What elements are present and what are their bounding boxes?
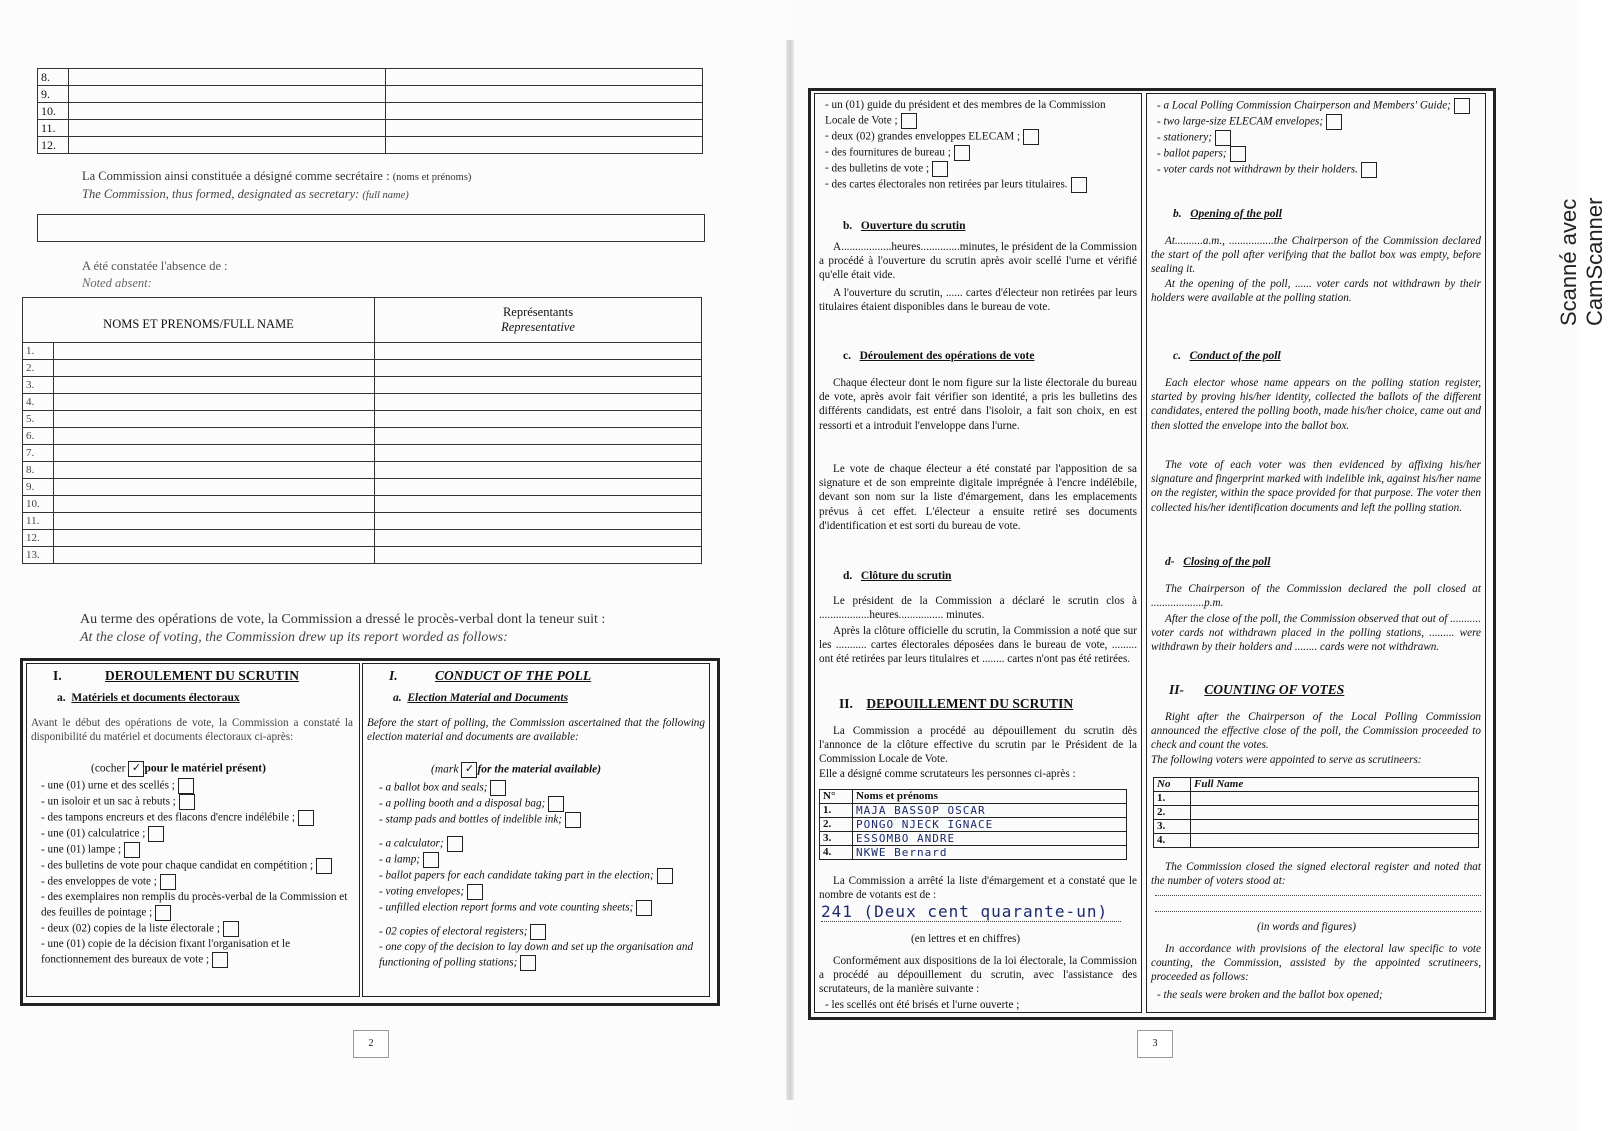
list-item: - un isoloir et un sac à rebuts ; bbox=[41, 794, 357, 810]
list-item: - stamp pads and bottles of indelible ink; bbox=[379, 812, 705, 828]
checkbox[interactable] bbox=[179, 794, 195, 810]
check-instruction: (cocher ✓ pour le matériel présent) bbox=[91, 761, 266, 777]
subsection-title: Closing of the poll bbox=[1183, 556, 1271, 568]
table-row: 9. bbox=[23, 479, 702, 496]
en-column-right: - a Local Polling Commission Chairperson and Members' Guide; - two large-size ELECAM envelopes; - stationery; - ballot papers; - voter cards not withdrawn by their holders. b. Opening of the poll At..........a.m., ................the Chairperson of the Commission declared the start of the poll after verifying that the ballot box was empty, before sealing it. At the opening of the poll, ...... voter cards not withdrawn by their holders were available at the polling station. c. Conduct of the poll Each elector whose name appears on the polling station register, started by proving his/her identity, collected the ballots of the different candidates, entered the polling booth, made his/her choice, came out and then slotted the envelope into the ballot box. The vote of each voter was then evidenced by affixing his/her signature and fingerprint marked with indelible ink, against his/her name on the register, within the space provided for that purpose. The voter then collected his/her identification documents and left the polling station. d- Closing of the poll The Chairperson of the Commission declared the poll closed at ...................p.m. After the close of the poll, the Commission observed that out of ........... voter cards not withdrawn placed in the polling stations, ......... were withdrawn by their holders and ........ cards were not withdrawn. II- COUNTING OF VOTES Right after the Chairperson of the Local Polling Commission announced the effective close of the poll, the Commission proceeded to check and count the votes. The following voters were appointed to serve as scrutineers: No Full Name 1. 2. 3. 4. The Commission closed the signed electoral register and noted that the number of voters stood at: (in words and figures) In accordance with provisions of the electoral law specific to vote counting, the Commission, assisted by the appointed scrutineers, proceeded as follows: - the seals were broken and the ballot box opened; bbox=[1146, 93, 1486, 1013]
material-list-cont bbox=[1157, 98, 1481, 178]
checkbox[interactable] bbox=[155, 905, 171, 921]
checkbox[interactable] bbox=[212, 952, 228, 968]
list-item: - stationery; bbox=[1157, 130, 1481, 146]
row-number: 11. bbox=[38, 120, 69, 137]
list-item: - un (01) guide du président et des membres de la Commission Locale de Vote ; bbox=[825, 98, 1137, 129]
secretary-label-fr: La Commission ainsi constituée a désigné comme secrétaire : (noms et prénoms) bbox=[82, 169, 472, 183]
secretary-field[interactable] bbox=[37, 214, 705, 242]
row-number: 9. bbox=[38, 86, 69, 103]
checkbox[interactable] bbox=[565, 812, 581, 828]
table-row: 1. MAJA BASSOP OSCAR bbox=[820, 804, 1127, 818]
subsection-title: Election Material and Documents bbox=[407, 692, 569, 704]
checkbox[interactable] bbox=[636, 900, 652, 916]
table-header: N° Noms et prénoms bbox=[820, 790, 1127, 804]
watermark: Scanné avec CamScanner bbox=[1556, 197, 1607, 326]
list-item: - des fournitures de bureau ; bbox=[825, 145, 1137, 161]
handwritten-name[interactable]: MAJA BASSOP OSCAR bbox=[853, 804, 1127, 818]
handwritten-name[interactable]: ESSOMBO ANDRE bbox=[853, 832, 1127, 846]
fr-column-right: - un (01) guide du président et des membres de la Commission Locale de Vote ; - deux (02) grandes enveloppes ELECAM ; - des fournitures de bureau ; - des bulletins de vote ; - des cartes électorales non retirées par leurs titulaires. b. Ouverture du scrutin A..................heures..............minutes, le président de la Commission a procédé à l'ouverture du scrutin après avoir scellé l'urne et vérifié qu'elle était vide. A l'ouverture du scrutin, ...... cartes d'électeur non retirées par leurs titulaires étaient disponibles dans le bureau de vote. c. Déroulement des opérations de vote Chaque électeur dont le nom figure sur la liste électorale du bureau de vote, après avoir fait vérifier son identité, a pris les bulletins des différents candidats, est entré dans l'isoloir, a fait son choix, en est ressorti et a introduit l'enveloppe dans l'urne. Le vote de chaque électeur a été constaté par l'apposition de sa signature et de son empreinte digitale imprégnée à l'encre indélébile, devant son nom sur la liste d'émargement, dans les emplacements prévus à cet effet. L'électeur a ensuite retiré ses documents d'identification et est sorti du bureau de vote. d. Clôture du scrutin Le président de la Commission a déclaré le scrutin clos à ..................heures................ minutes. Après la clôture officielle du scrutin, la Commission a noté que sur les ........... cartes électorales déposées dans le bureau de vote, ......... ont été retirées par leurs titulaires et ........ cartes n'ont pas été retirées. II. DEPOUILLEMENT DU SCRUTIN La Commission a procédé au dépouillement du scrutin dès l'annonce de la clôture effective du scrutin par le Président de la Commission Locale de Vote. Elle a désigné comme scrutateurs les personnes ci-après : N° Noms et prénoms 1. MAJA BASSOP OSCAR 2. PONGO NJECK IGNACE 3. ESSOMBO ANDRE 4. NKWE Bernard La Commission a arrêté la liste d'émargement et a constaté que le nombre de votants est de : 241 (Deux cent quarante-un) (en lettres et en chiffres) Conformément aux dispositions de la loi électorale, la Commission a procédé au dépouillement du scrutin, avec l'assistance des scrutateurs, de la manière suivante : - les scellés ont été brisés et l'urne ouverte ; bbox=[814, 93, 1142, 1013]
table-row: 4. bbox=[1154, 834, 1479, 848]
subsection-title: Déroulement des opérations de vote bbox=[859, 350, 1035, 362]
name-field[interactable] bbox=[1191, 834, 1479, 848]
col-full-name: NOMS ET PRENOMS/FULL NAME bbox=[23, 298, 375, 343]
absence-label-en: Noted absent: bbox=[82, 276, 152, 290]
page-gutter bbox=[786, 40, 794, 1100]
table-row: 1. bbox=[1154, 792, 1479, 806]
scrutineers-table-fr bbox=[819, 789, 1127, 860]
table-row: 7. bbox=[23, 445, 702, 462]
row-number: 12. bbox=[38, 137, 69, 154]
checkbox[interactable] bbox=[1454, 98, 1470, 114]
row-number: 8. bbox=[38, 69, 69, 86]
list-item: - une (01) urne et des scellés ; bbox=[41, 778, 357, 794]
row-number: 10. bbox=[38, 103, 69, 120]
checkbox[interactable] bbox=[901, 113, 917, 129]
table-row: 5. bbox=[23, 411, 702, 428]
voters-count-handwritten[interactable]: 241 (Deux cent quarante-un) bbox=[821, 902, 1121, 922]
table-row: 4. bbox=[23, 394, 702, 411]
checkbox[interactable] bbox=[316, 858, 332, 874]
material-list-cont bbox=[825, 98, 1137, 193]
section-num: I. bbox=[53, 668, 62, 683]
absence-label-fr: A été constatée l'absence de : bbox=[82, 259, 228, 273]
table-row: 3. ESSOMBO ANDRE bbox=[820, 832, 1127, 846]
name-field[interactable] bbox=[1191, 792, 1479, 806]
checkbox[interactable] bbox=[178, 778, 194, 794]
list-item: - une (01) calculatrice ; bbox=[41, 826, 357, 842]
table-row: 2. bbox=[23, 360, 702, 377]
name-field[interactable] bbox=[1191, 820, 1479, 834]
list-item: - the seals were broken and the ballot box opened; bbox=[1157, 988, 1481, 1003]
section-title: DEPOUILLEMENT DU SCRUTIN bbox=[866, 696, 1074, 711]
list-item: - deux (02) grandes enveloppes ELECAM ; bbox=[825, 129, 1137, 145]
checkbox[interactable] bbox=[1361, 162, 1377, 178]
name-field[interactable] bbox=[1191, 806, 1479, 820]
checkbox[interactable] bbox=[423, 852, 439, 868]
list-item: - voter cards not withdrawn by their holders. bbox=[1157, 162, 1481, 178]
table-row: 2. bbox=[1154, 806, 1479, 820]
checkbox[interactable] bbox=[223, 921, 239, 937]
secretary-label-en: The Commission, thus formed, designated as secretary: (full name) bbox=[82, 187, 409, 201]
checkbox[interactable] bbox=[467, 884, 483, 900]
list-item: - ballot papers for each candidate taking part in the election; bbox=[379, 868, 705, 884]
table-row: 6. bbox=[23, 428, 702, 445]
list-item: - des enveloppes de vote ; bbox=[41, 874, 357, 890]
checkbox[interactable] bbox=[954, 145, 970, 161]
col-representative: Représentants Representative bbox=[375, 298, 702, 343]
voters-count-line[interactable] bbox=[1155, 910, 1481, 912]
table-header bbox=[23, 298, 702, 343]
checkbox[interactable] bbox=[1215, 130, 1231, 146]
voters-count-line[interactable] bbox=[1155, 894, 1481, 896]
en-column-left: I. CONDUCT OF THE POLL a. Election Material and Documents Before the start of polling, the Commission ascertained that the following election material and documents are available: (mark ✓ for the material available) - a ballot box and seals; - a polling booth and a disposal bag; - stamp pads and bottles of indelible ink; - a calculator; - a lamp; - ballot papers for each candidate taking part in the election; - voting envelopes; - unfilled election report forms and vote counting sheets; - 02 copies of electoral registers; - one copy of the decision to lay down and set up the organisation and functioning of polling stations; bbox=[362, 663, 710, 997]
list-item: - two large-size ELECAM envelopes; bbox=[1157, 114, 1481, 130]
intro-text: Before the start of polling, the Commission ascertained that the following election material and documents are available: bbox=[367, 717, 705, 744]
checkbox[interactable] bbox=[1071, 177, 1087, 193]
table-header: No Full Name bbox=[1154, 778, 1479, 792]
material-list bbox=[41, 778, 357, 968]
list-item: - a ballot box and seals; bbox=[379, 780, 705, 796]
checkbox[interactable] bbox=[447, 836, 463, 852]
members-table-continued bbox=[37, 68, 703, 154]
table-row: 1. bbox=[23, 343, 702, 360]
list-item: - one copy of the decision to lay down and set up the organisation and functioning of polling stations; bbox=[379, 940, 705, 971]
table-row bbox=[38, 137, 703, 154]
material-list bbox=[379, 780, 705, 971]
table-row: 4. NKWE Bernard bbox=[820, 846, 1127, 860]
list-item: - a polling booth and a disposal bag; bbox=[379, 796, 705, 812]
intro-text: Avant le début des opérations de vote, la Commission a constaté la disponibilité du matériel et documents électoraux ci-après: bbox=[31, 717, 353, 744]
list-item: - une (01) copie de la décision fixant l'organisation et le fonctionnement des bureaux de vote ; bbox=[41, 937, 357, 968]
table-row: 10. bbox=[23, 496, 702, 513]
checkbox[interactable] bbox=[520, 955, 536, 971]
checkbox[interactable] bbox=[548, 796, 564, 812]
table-row: 3. bbox=[1154, 820, 1479, 834]
list-item: - voting envelopes; bbox=[379, 884, 705, 900]
section-title: CONDUCT OF THE POLL bbox=[435, 668, 592, 683]
section-title: DEROULEMENT DU SCRUTIN bbox=[105, 668, 300, 683]
checkbox[interactable] bbox=[1023, 129, 1039, 145]
list-item: - les scellés ont été brisés et l'urne ouverte ; bbox=[825, 998, 1137, 1013]
checkbox[interactable] bbox=[932, 161, 948, 177]
list-item: - des cartes électorales non retirées par leurs titulaires. bbox=[825, 177, 1137, 193]
checkbox[interactable] bbox=[124, 842, 140, 858]
list-item: - deux (02) copies de la liste électorale ; bbox=[41, 921, 357, 937]
checkbox[interactable] bbox=[298, 810, 314, 826]
list-item: - des exemplaires non remplis du procès-verbal de la Commission et des feuilles de pointage ; bbox=[41, 890, 357, 921]
list-item: - des tampons encreurs et des flacons d'encre indélébile ; bbox=[41, 810, 357, 826]
checkmark-icon: ✓ bbox=[461, 762, 477, 778]
list-item: - des bulletins de vote ; bbox=[825, 161, 1137, 177]
check-instruction: (mark ✓ for the material available) bbox=[431, 762, 601, 778]
subsection-title: Opening of the poll bbox=[1190, 208, 1282, 220]
table-row bbox=[38, 103, 703, 120]
list-item: - a lamp; bbox=[379, 852, 705, 868]
checkbox[interactable] bbox=[657, 868, 673, 884]
subsection-title: Ouverture du scrutin bbox=[860, 220, 966, 232]
absent-table bbox=[22, 297, 702, 564]
table-row: 3. bbox=[23, 377, 702, 394]
closing-statement-fr: Au terme des opérations de vote, la Commission a dressé le procès-verbal dont la teneur suit : bbox=[80, 612, 606, 627]
scrutineers-table-en bbox=[1153, 777, 1479, 848]
list-item: - ballot papers; bbox=[1157, 146, 1481, 162]
checkmark-icon: ✓ bbox=[128, 761, 144, 777]
table-row bbox=[38, 86, 703, 103]
checkbox[interactable] bbox=[1230, 146, 1246, 162]
section-num: I. bbox=[389, 668, 398, 683]
page-number-right: 3 bbox=[1137, 1030, 1173, 1058]
list-item: - 02 copies of electoral registers; bbox=[379, 924, 705, 940]
table-row: 11. bbox=[23, 513, 702, 530]
subsection-title: Clôture du scrutin bbox=[860, 570, 952, 582]
section-title: COUNTING OF VOTES bbox=[1204, 682, 1345, 697]
table-row bbox=[38, 69, 703, 86]
handwritten-name[interactable]: PONGO NJECK IGNACE bbox=[853, 818, 1127, 832]
table-row: 12. bbox=[23, 530, 702, 547]
table-row bbox=[38, 120, 703, 137]
list-item: - unfilled election report forms and vote counting sheets; bbox=[379, 900, 705, 916]
checkbox[interactable] bbox=[490, 780, 506, 796]
page-number-left: 2 bbox=[353, 1030, 389, 1058]
checkbox[interactable] bbox=[530, 924, 546, 940]
checkbox[interactable] bbox=[1326, 114, 1342, 130]
closing-statement-en: At the close of voting, the Commission drew up its report worded as follows: bbox=[80, 630, 508, 645]
list-item: - une (01) lampe ; bbox=[41, 842, 357, 858]
table-row: 2. PONGO NJECK IGNACE bbox=[820, 818, 1127, 832]
list-item: - a Local Polling Commission Chairperson and Members' Guide; bbox=[1157, 98, 1481, 114]
subsection-title: Conduct of the poll bbox=[1189, 350, 1281, 362]
checkbox[interactable] bbox=[160, 874, 176, 890]
subsection-title: Matériels et documents électoraux bbox=[71, 692, 240, 704]
checkbox[interactable] bbox=[148, 826, 164, 842]
fr-column-left: I. DEROULEMENT DU SCRUTIN a. Matériels et documents électoraux Avant le début des opérations de vote, la Commission a constaté la disponibilité du matériel et documents électoraux ci-après: (cocher ✓ pour le matériel présent) - une (01) urne et des scellés ; - un isoloir et un sac à rebuts ; - des tampons encreurs et des flacons d'encre indélébile ; - une (01) calculatrice ; - une (01) lampe ; - des bulletins de vote pour chaque candidat en compétition ; - des enveloppes de vote ; - des exemplaires non remplis du procès-verbal de la Commission et des feuilles de pointage ; - deux (02) copies de la liste électorale ; - une (01) copie de la décision fixant l'organisation et le fonctionnement des bureaux de vote ; bbox=[26, 663, 360, 997]
table-row: 13. bbox=[23, 547, 702, 564]
list-item: - des bulletins de vote pour chaque candidat en compétition ; bbox=[41, 858, 357, 874]
table-row: 8. bbox=[23, 462, 702, 479]
list-item: - a calculator; bbox=[379, 836, 705, 852]
handwritten-name[interactable]: NKWE Bernard bbox=[853, 846, 1127, 860]
